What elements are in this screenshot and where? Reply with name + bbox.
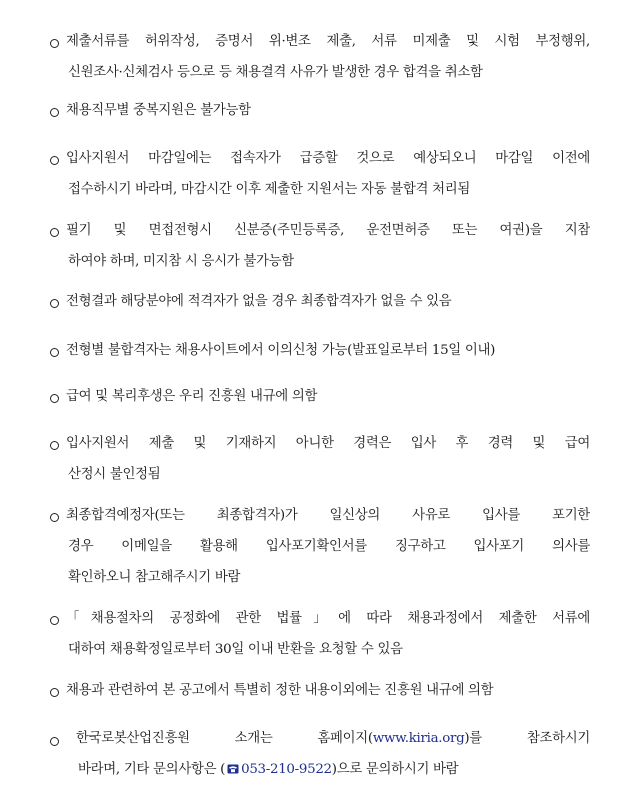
bullet-circle-icon [50,441,60,451]
notice-text [66,143,590,205]
bullet-circle-icon [50,616,60,626]
notice-line: 하여야 하며, 미지참 시 응시가 불가능함 [68,254,294,269]
notice-line: 대하여 채용확정일로부터 30일 이내 반환을 요청할 수 있음 [68,642,403,657]
phone-number[interactable]: 053-210-9522 [241,762,332,777]
notice-text [66,26,590,88]
bullet-circle-icon [50,299,60,309]
contact-intro-suffix: )를 참조하시기 [464,731,590,746]
notice-line: 최종합격예정자(또는 최종합격자)가 일신상의 사유로 입사를 포기한 [66,508,590,523]
notice-line: 전형별 불합격자는 채용사이트에서 이의신청 가능(발표일로부터 15일 이내) [66,343,496,358]
notice-line: 채용과 관련하여 본 공고에서 특별히 정한 내용이외에는 진흥원 내규에 의함 [66,683,494,698]
notice-text [66,428,590,490]
notice-line: 산정시 불인정됨 [68,467,161,482]
notice-text [66,603,590,665]
notice-line: 「채용절차의 공정화에 관한 법률」에 따라 채용과정에서 제출한 서류에 [66,611,590,626]
notice-line: 필기 및 면접전형시 신분증(주민등록증, 운전면허증 또는 여권)을 지참 [66,223,590,238]
notice-line: 입사지원서 마감일에는 접속자가 급증할 것으로 예상되오니 마감일 이전에 [66,151,590,166]
notice-line: 경우 이메일을 활용해 입사포기확인서를 징구하고 입사포기 의사를 [68,539,590,554]
notice-text [66,675,590,706]
bullet-circle-icon [50,394,60,404]
notice-line: 신원조사·신체검사 등으로 등 채용결격 사유가 발생한 경우 합격을 취소함 [68,65,483,80]
notice-text [66,381,590,412]
notice-line: 전형결과 해당분야에 적격자가 없을 경우 최종합격자가 없을 수 있음 [66,294,452,309]
notice-line: 채용직무별 중복지원은 불가능함 [66,103,251,118]
bullet-circle-icon [50,228,60,238]
bullet-circle-icon [50,348,60,358]
contact-inquiry-suffix: )으로 문의하시기 바람 [331,762,459,777]
contact-line-2 [76,754,590,785]
notice-line: 접수하시기 바라며, 마감시간 이후 제출한 지원서는 자동 불합격 처리됨 [68,182,471,197]
contact-line-1 [76,723,590,754]
bullet-circle-icon [50,688,60,698]
notice-line: 입사지원서 제출 및 기재하지 아니한 경력은 입사 후 경력 및 급여 [66,436,590,451]
bullet-circle-icon [50,513,60,523]
website-link[interactable]: www.kiria.org [372,731,465,746]
notice-line: 급여 및 복리후생은 우리 진흥원 내규에 의함 [66,389,318,404]
notice-text [66,335,590,366]
notice-text [66,286,590,317]
bullet-circle-icon [50,737,60,747]
bullet-circle-icon [50,39,60,49]
notice-line: 제출서류를 허위작성, 증명서 위·변조 제출, 서류 미제출 및 시험 부정행위, [66,34,590,49]
notice-text [66,95,590,126]
bullet-circle-icon [50,108,60,118]
notice-text [66,500,590,593]
notice-line: 확인하오니 참고해주시기 바람 [68,570,241,585]
contact-intro: 한국로봇산업진흥원 소개는 홈페이지( [76,731,373,746]
bullet-circle-icon [50,156,60,166]
notice-text [66,215,590,277]
contact-text [76,723,590,785]
telephone-icon [227,755,239,765]
contact-inquiry: 바라며, 기타 문의사항은 ( [78,762,226,777]
